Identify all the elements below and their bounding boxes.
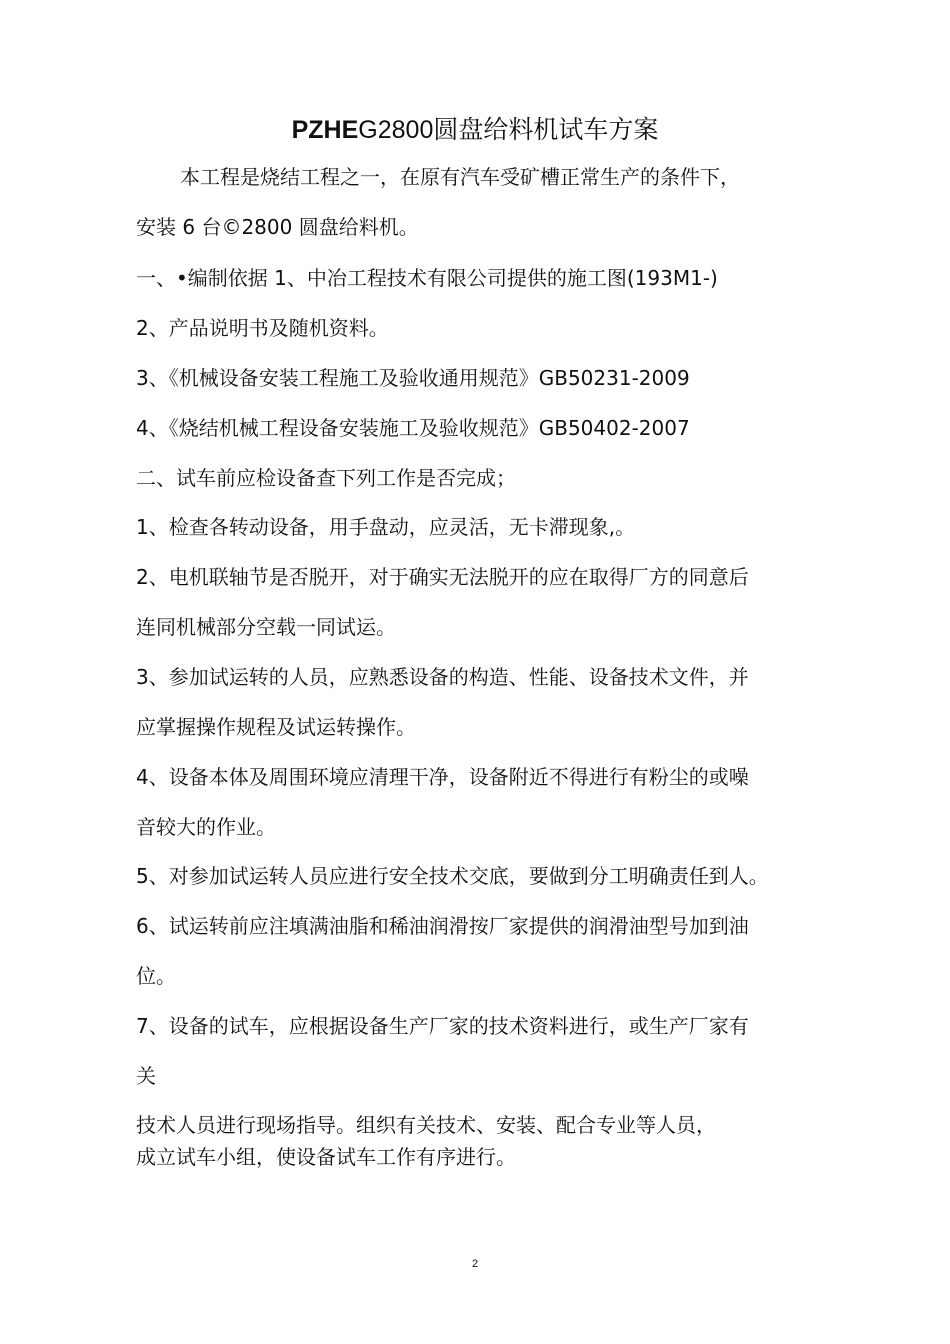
list-item-continuation: 应掌握操作规程及试运转操作。	[136, 715, 416, 739]
document-title	[0, 112, 950, 148]
list-item: 1、检查各转动设备，用手盘动，应灵活，无卡滞现象,。	[136, 515, 636, 539]
list-item-continuation: 连同机械部分空载一同试运。	[136, 615, 396, 639]
list-item: 4、《烧结机械工程设备安装施工及验收规范》GB50402-2007	[136, 416, 690, 440]
paragraph-line: 技术人员进行现场指导。组织有关技术、安装、配合专业等人员，	[136, 1113, 716, 1137]
list-item: 7、设备的试车，应根据设备生产厂家的技术资料进行，或生产厂家有	[136, 1014, 749, 1038]
section-heading: 一、•编制依据 1、中冶工程技术有限公司提供的施工图(193M1-)	[136, 266, 718, 290]
list-item-continuation: 音较大的作业。	[136, 815, 276, 839]
list-item: 3、《机械设备安装工程施工及验收通用规范》GB50231-2009	[136, 366, 690, 390]
list-item: 4、设备本体及周围环境应清理干净，设备附近不得进行有粉尘的或噪	[136, 765, 749, 789]
list-item-continuation: 位。	[136, 964, 176, 988]
list-item: 2、产品说明书及随机资料。	[136, 316, 389, 340]
section-heading: 二、试车前应检设备查下列工作是否完成；	[136, 466, 516, 490]
list-item: 6、试运转前应注填满油脂和稀油润滑按厂家提供的润滑油型号加到油	[136, 914, 749, 938]
paragraph-line: 安装 6 台©2800 圆盘给料机。	[136, 215, 419, 239]
paragraph-line: 本工程是烧结工程之一，在原有汽车受矿槽正常生产的条件下，	[180, 165, 740, 189]
page-number: 2	[471, 1258, 479, 1270]
title-text: 圆盘给料机试车方案	[433, 115, 659, 144]
list-item: 2、电机联轴节是否脱开，对于确实无法脱开的应在取得厂方的同意后	[136, 565, 749, 589]
title-code-bold: PZHE	[291, 116, 359, 144]
paragraph-line: 成立试车小组，使设备试车工作有序进行。	[136, 1145, 516, 1169]
list-item: 5、对参加试运转人员应进行安全技术交底，要做到分工明确责任到人。	[136, 864, 769, 888]
list-item-continuation: 关	[136, 1064, 156, 1088]
title-code: G2800	[358, 116, 434, 144]
list-item: 3、参加试运转的人员，应熟悉设备的构造、性能、设备技术文件，并	[136, 665, 749, 689]
